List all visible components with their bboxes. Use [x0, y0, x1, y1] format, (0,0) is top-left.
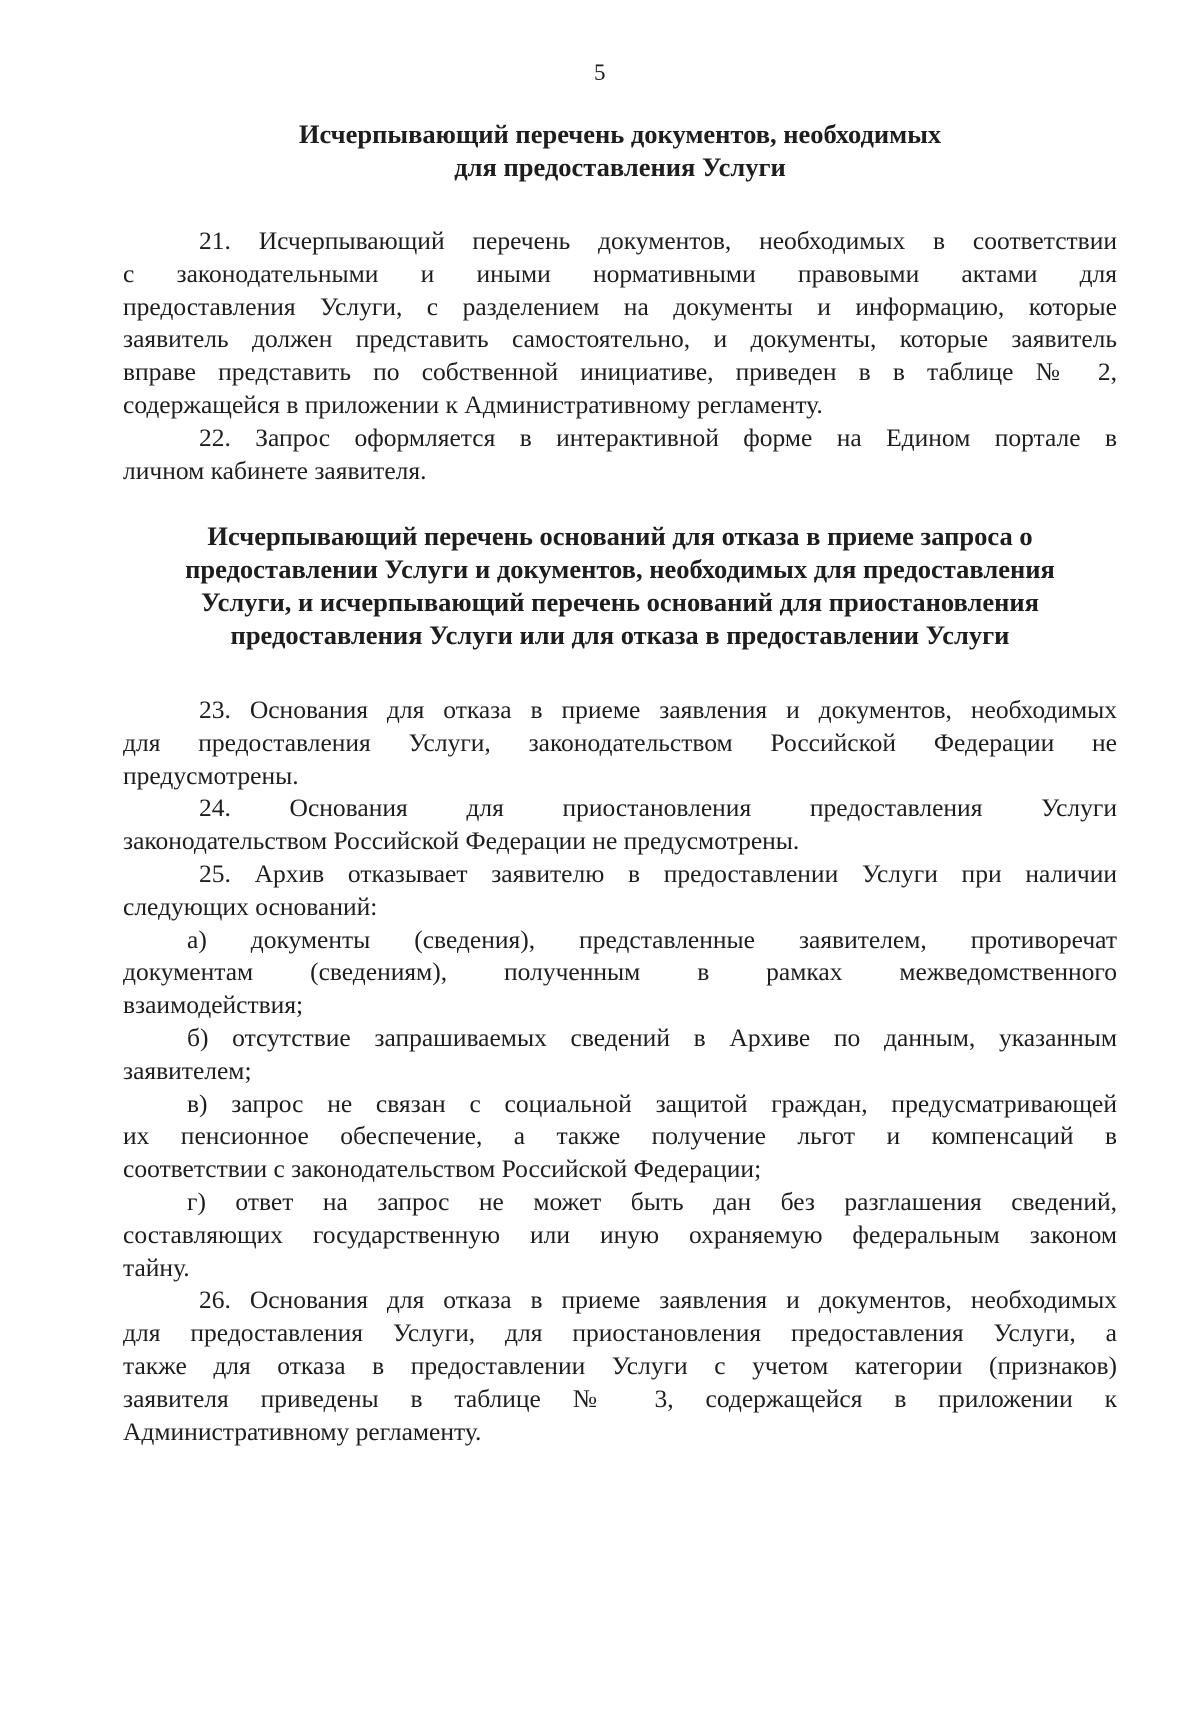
heading-line: для предоставления Услуги — [454, 152, 786, 182]
heading-line: предоставления Услуги или для отказа в предоставлении Услуги — [230, 620, 1010, 650]
paragraph — [123, 1284, 1117, 1448]
paragraph-line: а) документы (сведения), представленные заявителем, противоречат — [187, 924, 1117, 954]
paragraph-line: следующих оснований: — [123, 891, 378, 921]
paragraph-line: предоставления Услуги, с разделением на документы и информацию, которые — [123, 291, 1117, 321]
paragraph-line: тайну. — [123, 1252, 190, 1282]
paragraph — [123, 858, 1117, 924]
paragraph-line: составляющих государственную или иную охраняемую федеральным законом — [123, 1219, 1117, 1249]
paragraph-line: вправе представить по собственной инициативе, приведен в в таблице № 2, — [123, 357, 1117, 387]
paragraph-line: в) запрос не связан с социальной защитой граждан, предусматривающей — [187, 1088, 1117, 1118]
paragraph-line: 21. Исчерпывающий перечень документов, необходимых в соответствии — [199, 226, 1117, 255]
paragraph-line: для предоставления Услуги, для приостановления предоставления Услуги, а — [123, 1318, 1117, 1348]
heading-line: Услуги, и исчерпывающий перечень оснований для приостановления — [201, 587, 1039, 617]
paragraph-line: 22. Запрос оформляется в интерактивной форме на Едином портале в — [199, 422, 1117, 452]
paragraph-line: б) отсутствие запрашиваемых сведений в Архиве по данным, указанным — [187, 1022, 1117, 1052]
paragraph-line: 23. Основания для отказа в приеме заявления и документов, необходимых — [199, 695, 1117, 724]
paragraph — [123, 422, 1117, 488]
page-number: 5 — [594, 60, 606, 85]
paragraph — [123, 1022, 1117, 1088]
paragraph-line: содержащейся в приложении к Административному регламенту. — [123, 389, 823, 419]
section-body-documents — [123, 225, 1117, 487]
paragraph — [123, 924, 1117, 1022]
heading-line: Исчерпывающий перечень документов, необходимых — [298, 119, 942, 149]
paragraph-line: 25. Архив отказывает заявителю в предоставлении Услуги при наличии — [199, 858, 1117, 888]
paragraph-line: законодательством Российской Федерации не предусмотрены. — [123, 826, 800, 856]
paragraph-line: заявителя приведены в таблице № 3, содержащейся в приложении к — [123, 1383, 1117, 1413]
paragraph-line: 24. Основания для приостановления предоставления Услуги — [199, 793, 1117, 823]
paragraph — [123, 1186, 1117, 1284]
paragraph-line: соответствии с законодательством Российской Федерации; — [123, 1154, 762, 1184]
section-body-refusal-grounds — [123, 694, 1117, 1448]
paragraph-line: взаимодействия; — [123, 990, 304, 1020]
section-heading-refusal-grounds — [120, 520, 1120, 652]
paragraph-line: заявитель должен представить самостоятельно, и документы, которые заявитель — [123, 324, 1117, 354]
paragraph — [123, 1088, 1117, 1186]
heading-line: Исчерпывающий перечень оснований для отказа в приеме запроса о — [207, 521, 1033, 551]
paragraph-line: документам (сведениям), полученным в рамках межведомственного — [123, 957, 1117, 987]
paragraph-line: 26. Основания для отказа в приеме заявления и документов, необходимых — [199, 1285, 1117, 1315]
paragraph-line: предусмотрены. — [123, 760, 299, 790]
paragraph-line: для предоставления Услуги, законодательством Российской Федерации не — [123, 727, 1117, 757]
paragraph-line: г) ответ на запрос не может быть дан без разглашения сведений, — [187, 1186, 1117, 1216]
paragraph-line: личном кабинете заявителя. — [123, 455, 427, 485]
paragraph-line: заявителем; — [123, 1055, 252, 1085]
paragraph-line: с законодательными и иными нормативными правовыми актами для — [123, 258, 1117, 288]
heading-line: предоставлении Услуги и документов, необходимых для предоставления — [185, 554, 1055, 584]
paragraph-line: Административному регламенту. — [123, 1416, 482, 1446]
paragraph — [123, 792, 1117, 858]
section-heading-documents — [120, 118, 1120, 184]
paragraph — [123, 225, 1117, 422]
paragraph-line: также для отказа в предоставлении Услуги с учетом категории (признаков) — [123, 1350, 1117, 1380]
paragraph-line: их пенсионное обеспечение, а также получение льгот и компенсаций в — [123, 1121, 1117, 1151]
paragraph — [123, 694, 1117, 792]
